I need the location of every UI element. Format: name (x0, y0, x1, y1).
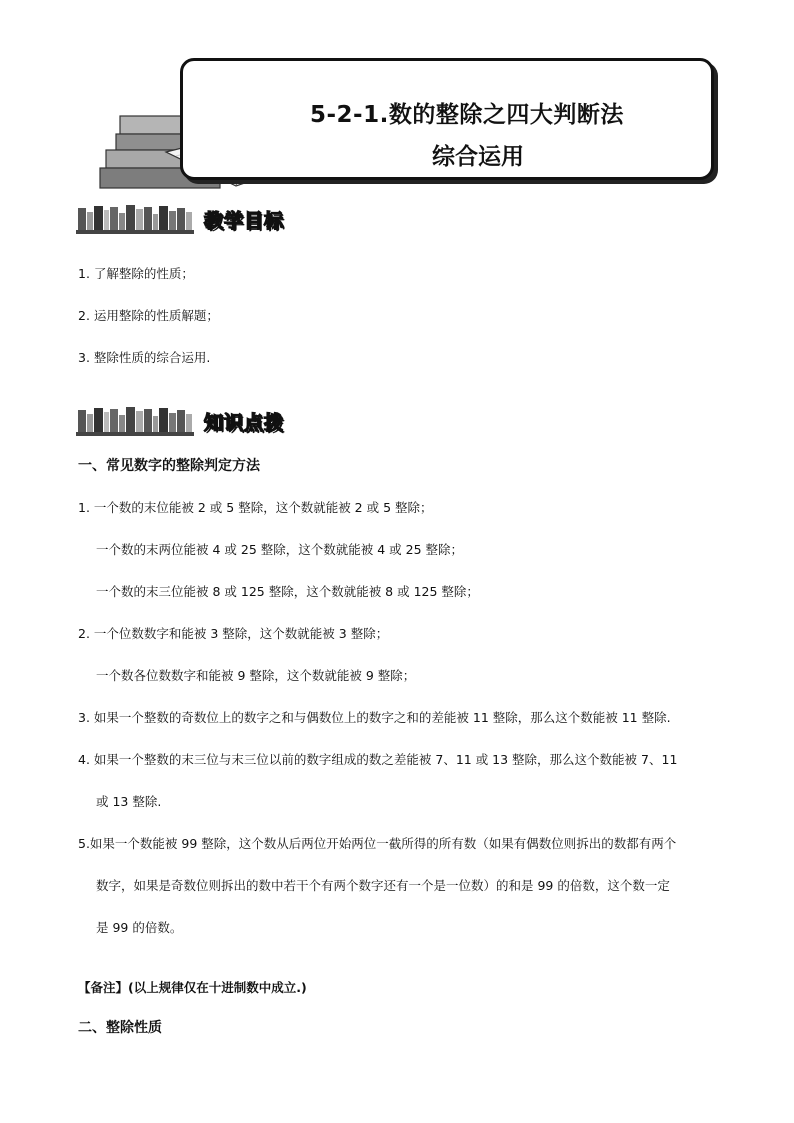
page-subtitle: 综合运用 (432, 144, 524, 170)
rule-line: 或 13 整除. (96, 794, 162, 809)
rule-line: 1. 一个数的末位能被 2 或 5 整除，这个数就能被 2 或 5 整除； (78, 500, 433, 515)
page-title: 5-2-1.数的整除之四大判断法 (310, 102, 624, 128)
rule-line: 一个数的末三位能被 8 或 125 整除，这个数就能被 8 或 125 整除； (96, 584, 479, 599)
rule-line: 数字，如果是奇数位则拆出的数中若干个有两个数字还有一个是一位数）的和是 99 的倍数，这个数一定 (96, 878, 670, 893)
goal-item: 2. 运用整除的性质解题； (78, 308, 219, 323)
rule-line: 一个数各位数数字和能被 9 整除，这个数就能被 9 整除； (96, 668, 416, 683)
rule-line: 3. 如果一个整数的奇数位上的数字之和与偶数位上的数字之和的差能被 11 整除，那么这个数能被 11 整除. (78, 710, 671, 725)
rule-line: 是 99 的倍数。 (96, 920, 183, 935)
rule-line: 2. 一个位数数字和能被 3 整除，这个数就能被 3 整除； (78, 626, 389, 641)
goal-item: 1. 了解整除的性质； (78, 266, 194, 281)
rule-line: 5.如果一个数能被 99 整除，这个数从后两位开始两位一截所得的所有数（如果有偶数位则拆出的数都有两个 (78, 836, 677, 851)
section-title-goals: 教学目标 (204, 210, 285, 232)
bookshelf-icon (76, 204, 196, 234)
part1-heading: 一、常见数字的整除判定方法 (78, 458, 260, 474)
note: 【备注】(以上规律仅在十进制数中成立.) (78, 980, 307, 995)
goal-item: 3. 整除性质的综合运用. (78, 350, 211, 365)
section-title-knowledge: 知识点拨 (204, 412, 285, 434)
rule-line: 一个数的末两位能被 4 或 25 整除，这个数就能被 4 或 25 整除； (96, 542, 464, 557)
rule-line: 4. 如果一个整数的末三位与末三位以前的数字组成的数之差能被 7、11 或 13 整除，那么这个数能被 7、11 (78, 752, 678, 767)
bookshelf-icon (76, 406, 196, 436)
part2-heading: 二、整除性质 (78, 1020, 162, 1036)
